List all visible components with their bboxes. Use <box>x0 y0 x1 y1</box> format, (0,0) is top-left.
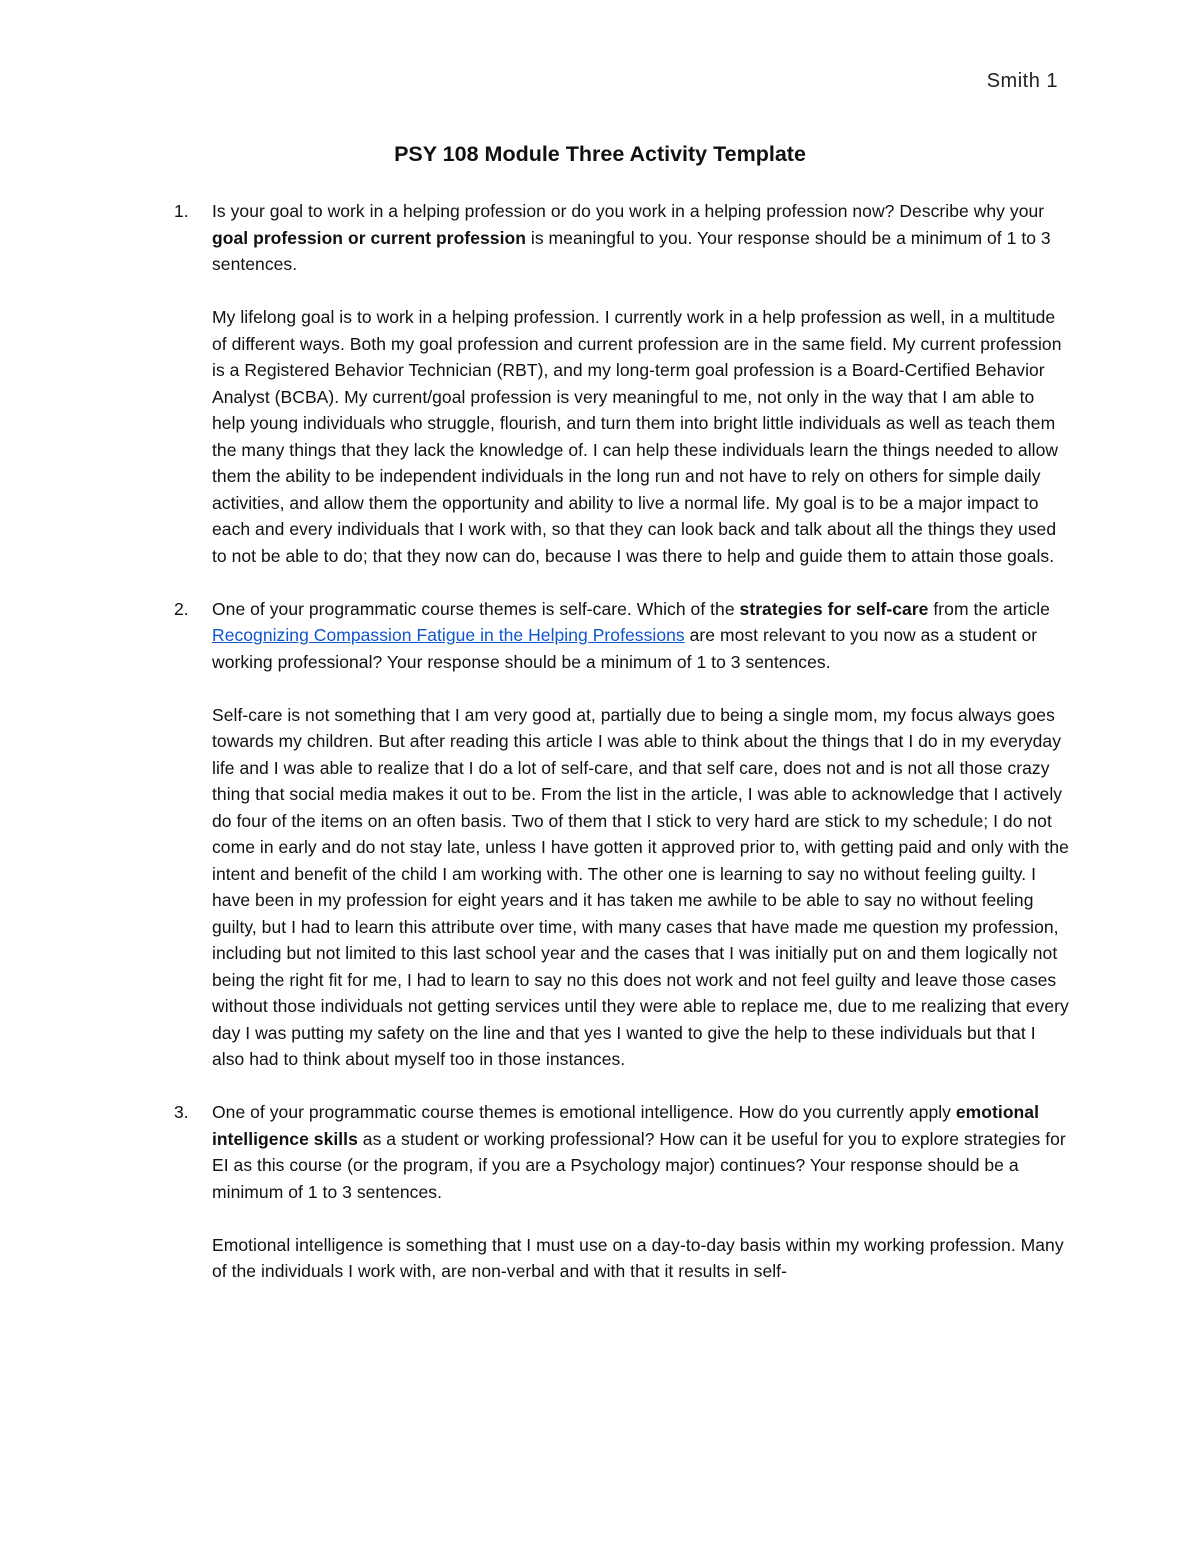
answer-paragraph: Self-care is not something that I am very good at, partially due to being a single mom, my focus always goes towards my children. But after reading this article I was able to think about the things that I do in my everyday life and I was able to realize that I do a lot of self-care, and that self care, does not and is not all those crazy thing that social media makes it out to be. From the list in the article, I was able to acknowledge that I actively do four of the items on an often basis. Two of them that I stick to very hard are stick to my schedule; I do not come in early and do not stay late, unless I have gotten it approved prior to, with getting paid and only with the intent and benefit of the child I am working with. The other one is learning to say no without feeling guilty. I have been in my profession for eight years and it has taken me awhile to be able to say no without feeling guilty, but I had to learn this attribute over time, with many cases that have made me question my profession, including but not limited to this last school year and the cases that I was initially put on and them logically not being the right fit for me, I had to learn to say no this does not work and not feel guilty and leave those cases without those individuals not getting services until they were able to replace me, due to me realizing that every day I was putting my safety on the line and that yes I wanted to give the help to these individuals but that I also had to think about myself too in those instances. <box>212 704 1069 1069</box>
prompt-emphasis: goal profession or current profession <box>212 227 526 248</box>
question-item-1 <box>170 198 1070 569</box>
question-number: 3. <box>174 1102 189 1122</box>
prompt-text: are most relevant to you now as a student or working professional? Your response should be a minimum of 1 to 3 sentences. <box>212 625 1038 672</box>
prompt-text: from the article <box>928 598 1050 619</box>
prompt-text: is meaningful to you. Your response should be a minimum of 1 to 3 sentences. <box>212 227 1051 274</box>
prompt-emphasis: strategies for self-care <box>739 598 929 619</box>
prompt-text: Is your goal to work in a helping profession or do you work in a helping profession now? Describe why your <box>212 201 1045 221</box>
answer-paragraph: My lifelong goal is to work in a helping profession. I currently work in a help profession as well, in a multitude of different ways. Both my goal profession and current profession are in the same field. My current profession is a Registered Behavior Technician (RBT), and my long-term goal profession is a Board-Certified Behavior Analyst (BCBA). My current/goal profession is very meaningful to me, not only in the way that I am able to help young individuals who struggle, flourish, and turn them into bright little individuals as well as teach them the many things that they lack the knowledge of. I can help these individuals learn the things needed to allow them the ability to be independent individuals in the long run and not have to rely on others for simple daily activities, and allow them the opportunity and ability to live a normal life. My goal is to be a major impact to each and every individuals that I work with, so that they can look back and talk about all the things they used to not be able to do; that they now can do, because I was there to help and guide them to attain those goals. <box>212 307 1062 566</box>
question-prompt <box>212 1099 1070 1205</box>
prompt-text: One of your programmatic course themes is emotional intelligence. How do you currently apply <box>212 1102 956 1122</box>
page-header-name: Smith 1 <box>986 70 1058 92</box>
prompt-emphasis: emotional intelligence skills <box>212 1102 1039 1149</box>
document-title: PSY 108 Module Three Activity Template <box>394 142 806 166</box>
prompt-text: One of your programmatic course themes is self-care. Which of the <box>212 598 740 619</box>
answer-paragraph: Emotional intelligence is something that I must use on a day-to-day basis within my working profession. Many of the individuals I work with, are non-verbal and with that it results in self- <box>212 1234 1064 1281</box>
question-prompt <box>212 198 1070 278</box>
question-number: 2. <box>174 598 189 619</box>
article-link[interactable]: Recognizing Compassion Fatigue in the Helping Professions <box>212 625 685 645</box>
question-list <box>170 198 1070 1285</box>
prompt-text: as a student or working professional? How can it be useful for you to explore strategies for EI as this course (or the program, if you are a Psychology major) continues? Your response should be a minimum of 1 to 3 sentences. <box>212 1128 1066 1202</box>
question-item-2 <box>170 596 1070 1073</box>
question-prompt <box>212 596 1070 676</box>
question-item-3 <box>170 1099 1070 1285</box>
question-number: 1. <box>174 201 189 221</box>
